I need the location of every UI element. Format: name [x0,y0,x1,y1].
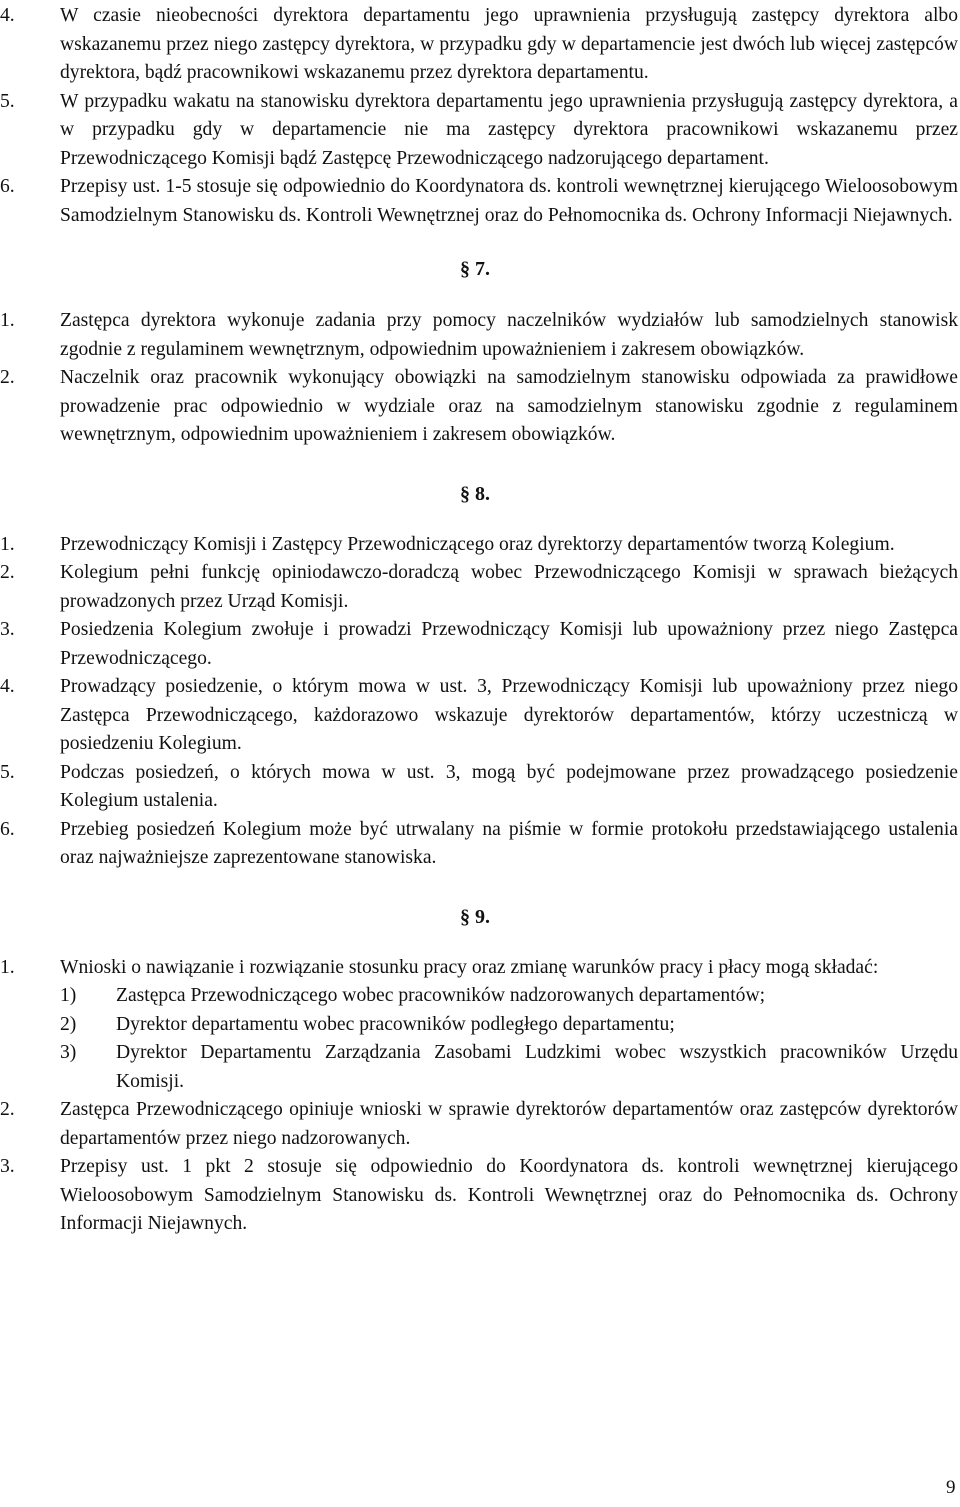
item-number: 5. [0,761,15,783]
item-text: Prowadzący posiedzenie, o którym mowa w ust. 3, Przewodniczący Komisji lub upoważniony przez niego Zastępca Przewodniczącego, każdorazowo wskazuje dyrektorów departamentów, którzy uczestniczą w posiedzeniu Kolegium. [60,676,958,754]
sub-item [0,1011,960,1040]
paragraph-item [0,559,960,616]
item-number: 1. [0,956,15,978]
sub-item [0,1039,960,1096]
paragraph-item [0,307,960,364]
item-number: 2. [0,367,15,388]
item-text: Przepisy ust. 1 pkt 2 stosuje się odpowiednio do Koordynatora ds. kontroli wewnętrznej kierującego Wieloosobowym Samodzielnym Stanowisku ds. Kontroli Wewnętrznej oraz do Pełnomocnika ds. Ochrony Informacji Niejawnych. [60,1156,958,1234]
paragraph-item [0,2,960,88]
paragraph-item [0,954,960,983]
item-text: Podczas posiedzeń, o których mowa w ust. 3, mogą być podejmowane przez prowadzącego posiedzenie Kolegium ustalenia. [60,761,958,811]
item-number: 6. [0,176,15,197]
section-heading-7: § 7. [460,258,490,280]
item-text: Przewodniczący Komisji i Zastępcy Przewodniczącego oraz dyrektorzy departamentów tworzą Kolegium. [60,533,895,555]
item-number: 2. [0,562,15,583]
section-heading-8: § 8. [460,482,490,505]
item-text: Przepisy ust. 1-5 stosuje się odpowiednio do Koordynatora ds. kontroli wewnętrznej kierującego Wieloosobowym Samodzielnym Stanowisku ds. Kontroli Wewnętrznej oraz do Pełnomocnika ds. Ochrony Informacji Niejawnych. [60,176,958,226]
paragraph-item [0,173,960,230]
item-text: Posiedzenia Kolegium zwołuje i prowadzi Przewodniczący Komisji lub upoważniony przez niego Zastępca Przewodniczącego. [60,619,958,669]
sub-item-number: 1) [60,985,77,1006]
item-number: 5. [0,90,15,112]
item-text: W czasie nieobecności dyrektora departamentu jego uprawnienia przysługują zastępcy dyrektora albo wskazanemu przez niego zastępcy dyrektora, w przypadku gdy w departamencie jest dwóch lub więcej zastępców dyrektora, bądź pracownikowi wskazanemu przez dyrektora departamentu. [60,5,958,83]
paragraph-item [0,1096,960,1153]
paragraph-item [0,759,960,816]
item-text: Zastępca Przewodniczącego opiniuje wnioski w sprawie dyrektorów departamentów oraz zastępców dyrektorów departamentów przez niego nadzorowanych. [60,1099,958,1149]
sub-item [0,982,960,1011]
paragraph-item [0,1153,960,1239]
sub-item-text: Dyrektor Departamentu Zarządzania Zasobami Ludzkimi wobec wszystkich pracowników Urzędu Komisji. [116,1042,958,1092]
sub-item-number: 2) [60,1013,77,1035]
paragraph-item [0,673,960,759]
item-text: Przebieg posiedzeń Kolegium może być utrwalany na piśmie w formie protokołu przedstawiającego ustalenia oraz najważniejsze zaprezentowane stanowiska. [60,818,958,868]
paragraph-item [0,364,960,450]
item-number: 4. [0,676,15,697]
paragraph-item [0,531,960,560]
item-number: 1. [0,533,15,555]
sub-item-text: Dyrektor departamentu wobec pracowników podległego departamentu; [116,1013,675,1035]
item-number: 4. [0,5,15,26]
item-number: 1. [0,310,15,331]
sub-item-text: Zastępca Przewodniczącego wobec pracowników nadzorowanych departamentów; [116,985,766,1006]
item-text: W przypadku wakatu na stanowisku dyrektora departamentu jego uprawnienia przysługują zastępcy dyrektora, a w przypadku gdy w departamencie nie ma zastępcy dyrektora pracownikowi wskazanemu przez Przewodniczącego Komisji bądź Zastępcę Przewodniczącego nadzorującego departament. [60,90,958,169]
item-text: Zastępca dyrektora wykonuje zadania przy pomocy naczelników wydziałów lub samodzielnych stanowisk zgodnie z regulaminem wewnętrznym, odpowiednim upoważnieniem i zakresem obowiązków. [60,310,958,360]
paragraph-item [0,816,960,873]
section-heading-9: § 9. [460,905,490,928]
paragraph-item [0,88,960,174]
paragraph-item [0,616,960,673]
item-number: 3. [0,619,15,640]
page-number: 9 [946,1477,956,1498]
item-text: Naczelnik oraz pracownik wykonujący obowiązki na samodzielnym stanowisku odpowiada za prawidłowe prowadzenie prac odpowiednio w wydziale oraz na samodzielnym stanowisku zgodnie z regulaminem wewnętrznym, odpowiednim upoważnieniem i zakresem obowiązków. [60,367,958,445]
sub-item-number: 3) [60,1042,77,1063]
item-text: Wnioski o nawiązanie i rozwiązanie stosunku pracy oraz zmianę warunków pracy i płacy mogą składać: [60,956,879,978]
item-text: Kolegium pełni funkcję opiniodawczo-doradczą wobec Przewodniczącego Komisji w sprawach bieżących prowadzonych przez Urząd Komisji. [60,562,958,612]
item-number: 2. [0,1099,15,1120]
item-number: 6. [0,818,15,840]
item-number: 3. [0,1156,15,1177]
